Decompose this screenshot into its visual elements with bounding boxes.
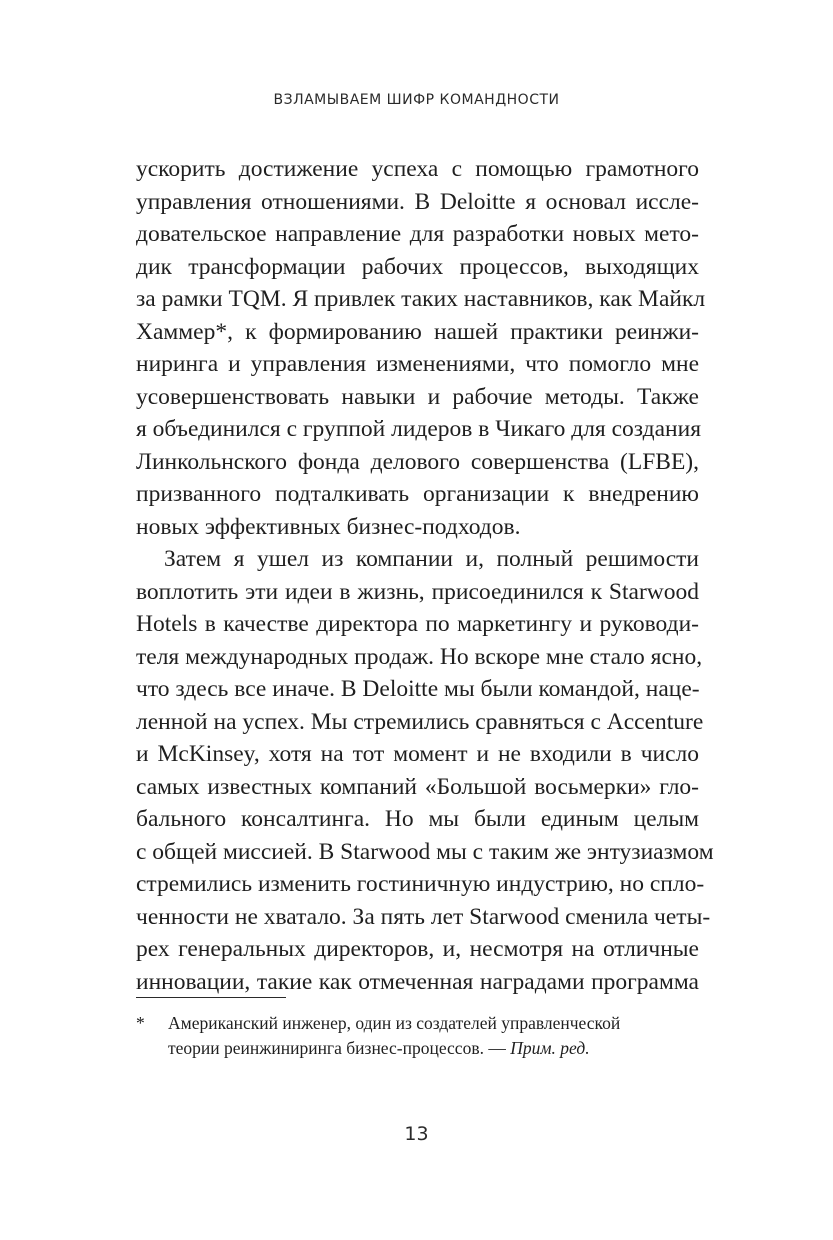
text-line: ленной на успех. Мы стремились сравняться с Accenture xyxy=(136,708,704,735)
text-line: с общей миссией. В Starwood мы с таким же энтузиазмом xyxy=(136,838,714,865)
text-line: Хаммер*, к формированию нашей практики реинжи- xyxy=(136,318,699,345)
text-line: Затем я ушел из компании и, полный решимости xyxy=(164,546,699,572)
text-line: ченности не хватало. За пять лет Starwood сменила четы- xyxy=(136,903,711,930)
text-line: воплотить эти идеи в жизнь, присоединился к Starwood xyxy=(136,578,699,605)
footnote-line xyxy=(168,1036,699,1061)
footnote-marker: * xyxy=(136,1013,145,1033)
editor-note: Прим. ред. xyxy=(510,1038,590,1058)
text-line: что здесь все иначе. В Deloitte мы были командой, наце- xyxy=(136,676,700,702)
text-line: Hotels в качестве директора по маркетингу и руководи- xyxy=(136,611,699,637)
body-text xyxy=(136,153,714,998)
text-line: управления отношениями. В Deloitte я основал иссле- xyxy=(136,188,699,215)
page-number: 13 xyxy=(404,1123,429,1145)
text-line: рех генеральных директоров, и, несмотря на отличные xyxy=(136,936,699,962)
running-head: ВЗЛАМЫВАЕМ ШИФР КОМАНДНОСТИ xyxy=(273,92,560,108)
paragraph-2 xyxy=(136,543,714,998)
text-line: бального консалтинга. Но мы были единым целым xyxy=(136,806,699,832)
footnote-line: Американский инженер, один из создателей управленческой xyxy=(168,1013,621,1033)
text-line: дик трансформации рабочих процессов, выходящих xyxy=(136,253,699,280)
text-line: новых эффективных бизнес-подходов. xyxy=(136,513,521,540)
footnote-divider xyxy=(136,997,286,998)
text-line: самых известных компаний «Большой восьмерки» гло- xyxy=(136,773,699,800)
text-line: и McKinsey, хотя на тот момент и не входили в число xyxy=(136,741,699,767)
text-line: за рамки TQM. Я привлек таких наставников, как Майкл xyxy=(136,286,706,312)
text-line: я объединился с группой лидеров в Чикаго для создания xyxy=(136,416,701,442)
text-line: довательское направление для разработки новых мето- xyxy=(136,221,699,247)
text-line: Линкольнского фонда делового совершенства (LFBE), xyxy=(136,448,699,475)
text-line: инновации, такие как отмеченная наградами программа xyxy=(136,968,699,995)
paragraph-1 xyxy=(136,153,706,543)
text-line: теля международных продаж. Но вскоре мне стало ясно, xyxy=(136,643,703,670)
footnote xyxy=(136,1011,699,1061)
footnote-line-text: теории реинжиниринга бизнес-процессов. — xyxy=(168,1038,511,1058)
footnote-text xyxy=(168,1011,699,1061)
text-line: усовершенствовать навыки и рабочие методы. Также xyxy=(136,383,699,410)
text-line: ускорить достижение успеха с помощью грамотного xyxy=(136,156,699,182)
text-line: ниринга и управления изменениями, что помогло мне xyxy=(136,351,699,377)
text-line: стремились изменить гостиничную индустрию, но спло- xyxy=(136,871,705,897)
text-line: призванного подталкивать организации к внедрению xyxy=(136,481,699,507)
